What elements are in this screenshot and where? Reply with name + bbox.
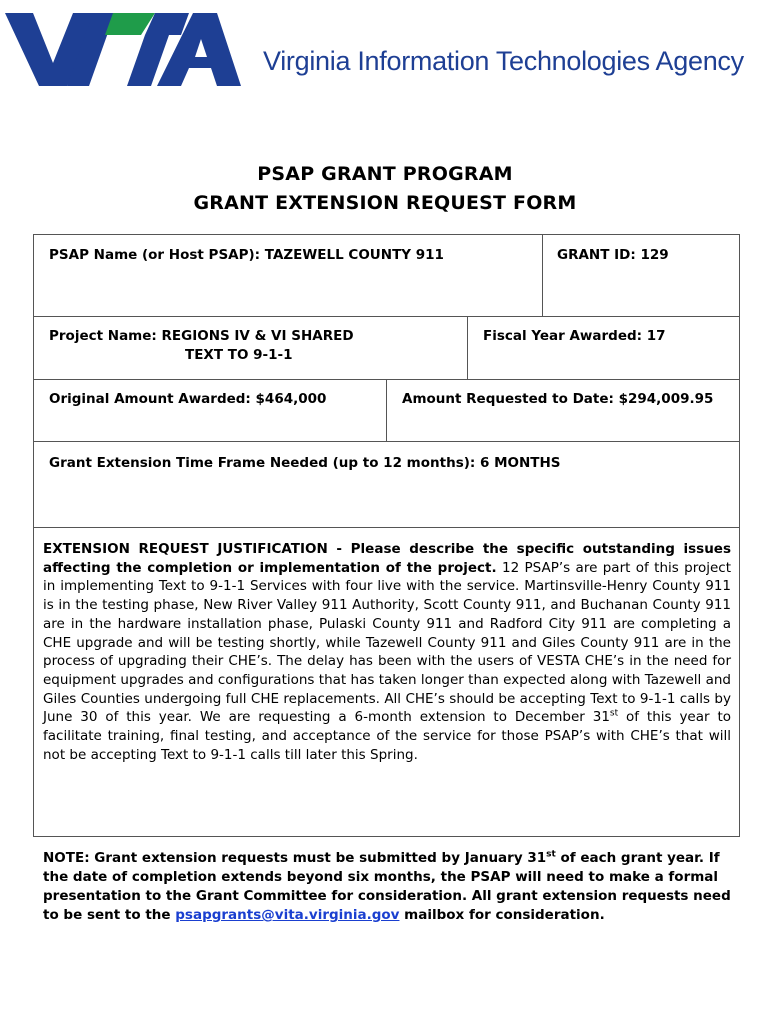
project-name-label: Project Name: REGIONS IV & VI SHARED <box>49 328 354 344</box>
project-name-cell[interactable] <box>33 316 468 380</box>
psap-name-label: PSAP Name (or Host PSAP): TAZEWELL COUNTY 911 <box>49 247 444 263</box>
justification-body-end: of this year to facilitate training, final testing, and acceptance of the service for those PSAP’s with CHE’s that will not be accepting Text to 9-1-1 calls till later this Spring. <box>43 709 732 763</box>
form-title-line1: PSAP GRANT PROGRAM <box>257 163 513 185</box>
time-frame-label: Grant Extension Time Frame Needed (up to 12 months): 6 MONTHS <box>49 455 561 471</box>
note-text: NOTE: Grant extension requests must be submitted by January 31 <box>43 850 547 866</box>
original-amount-label: Original Amount Awarded: $464,000 <box>49 391 327 407</box>
email-link[interactable]: psapgrants@vita.virginia.gov <box>175 907 400 923</box>
grant-id-label: GRANT ID: 129 <box>557 247 669 263</box>
psap-name-cell[interactable] <box>33 234 543 317</box>
time-frame-cell[interactable] <box>33 441 740 528</box>
note-text-cont: of each grant year. If the date of completion extends beyond six months, the PSAP will need to make a formal presentation to the Grant Committee for consideration. All grant extension requests need to be sent to the <box>43 850 731 923</box>
vita-logo-icon <box>5 13 241 87</box>
justification-text <box>43 540 731 764</box>
amount-requested-label: Amount Requested to Date: $294,009.95 <box>402 391 714 407</box>
grant-id-cell[interactable] <box>542 234 740 317</box>
header <box>0 0 770 100</box>
note-text-end: mailbox for consideration. <box>399 907 605 923</box>
original-amount-cell[interactable] <box>33 379 387 442</box>
fiscal-year-label: Fiscal Year Awarded: 17 <box>483 328 666 344</box>
justification-sup: st <box>609 708 619 719</box>
amount-requested-cell[interactable] <box>386 379 740 442</box>
justification-heading: EXTENSION REQUEST JUSTIFICATION - Please describe the specific outstanding issues affecting the completion or implementation of the project. <box>43 541 731 576</box>
justification-body: 12 PSAP’s are part of this project in implementing Text to 9-1-1 Services with four live with the service. Martinsville-Henry County 911 is in the testing phase, New River Valley 911 Authority, Scott County 911, and Buchanan County 911 are in the hardware installation phase, Pulaski County 911 and Radford City 911 are completing a CHE upgrade and will be testing shortly, while Tazewell County 911 and Giles County 911 are in the process of upgrading their CHE’s. The delay has been with the users of VESTA CHE’s in the need for equipment upgrades and configurations that has taken longer than expected along with Tazewell and Giles Counties undergoing full CHE replacements. All CHE’s should be accepting Text to 9-1-1 calls by June 30 of this year. We are requesting a 6-month extension to December 31 <box>43 559 731 726</box>
form-title-line2: GRANT EXTENSION REQUEST FORM <box>193 192 577 214</box>
agency-name: Virginia Information Technologies Agency <box>263 46 744 76</box>
fiscal-year-cell[interactable] <box>467 316 740 380</box>
submission-note <box>43 849 733 925</box>
project-name-line2: TEXT TO 9-1-1 <box>185 347 293 363</box>
note-sup: st <box>546 849 556 860</box>
